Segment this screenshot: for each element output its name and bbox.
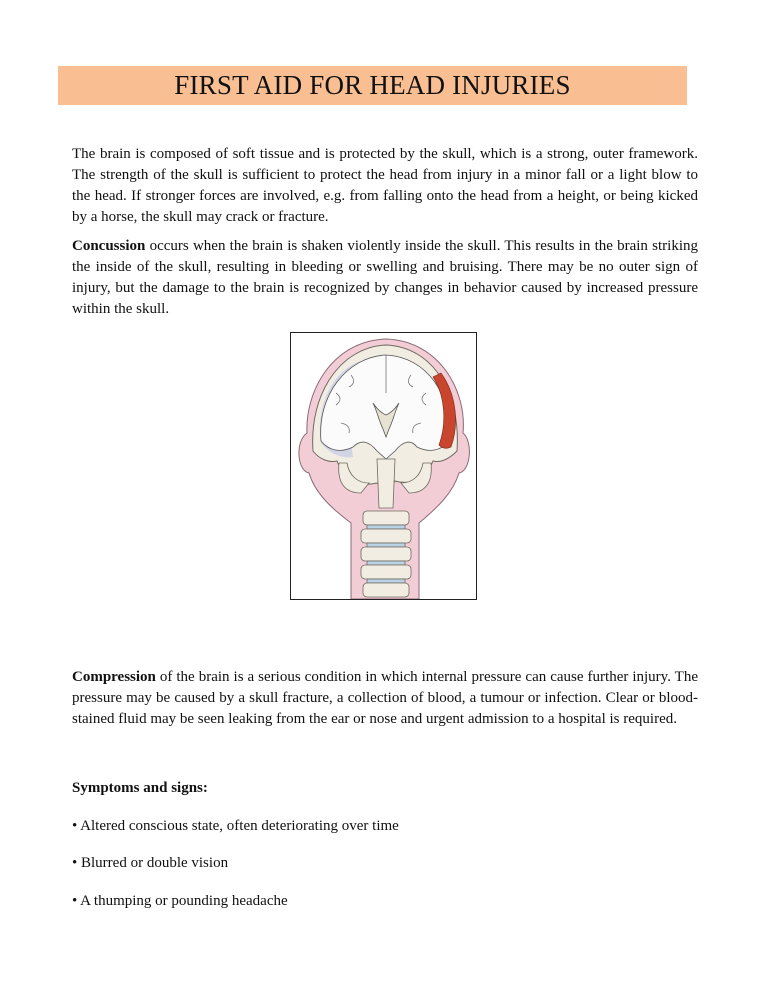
symptom-item: • A thumping or pounding headache: [72, 893, 288, 909]
cervical-vertebrae: [361, 511, 411, 597]
head-cross-section-drawing: [291, 333, 476, 599]
concussion-paragraph: [72, 236, 698, 320]
symptom-item: • Altered conscious state, often deteriorating over time: [72, 818, 399, 834]
page-title: FIRST AID FOR HEAD INJURIES: [174, 70, 571, 100]
concussion-term: Concussion: [72, 238, 146, 254]
compression-paragraph: [72, 667, 698, 730]
compression-term: Compression: [72, 669, 156, 685]
brainstem: [377, 459, 395, 508]
symptoms-heading: Symptoms and signs:: [72, 780, 208, 796]
compression-text: of the brain is a serious condition in which internal pressure can cause further injury. The pressure may be caused by a skull fracture, a collection of blood, a tumour or infection. Clear or blood-stained fluid may be seen leaking from the ear or nose and urgent admission to a hospital is required.: [72, 669, 698, 727]
concussion-text: occurs when the brain is shaken violently inside the skull. This results in the brain striking the inside of the skull, resulting in bleeding or swelling and bruising. There may be no outer sign of injury, but the damage to the brain is recognized by changes in behavior caused by increased pressure within the skull.: [72, 238, 698, 317]
intro-paragraph: The brain is composed of soft tissue and is protected by the skull, which is a strong, outer framework. The strength of the skull is sufficient to protect the head from injury in a minor fall or a light blow to the head. If stronger forces are involved, e.g. from falling onto the head from a height, or being kicked by a horse, the skull may crack or fracture.: [72, 146, 698, 225]
head-injury-illustration: [290, 332, 477, 600]
title-banner: [58, 66, 687, 105]
symptom-item: • Blurred or double vision: [72, 855, 229, 871]
